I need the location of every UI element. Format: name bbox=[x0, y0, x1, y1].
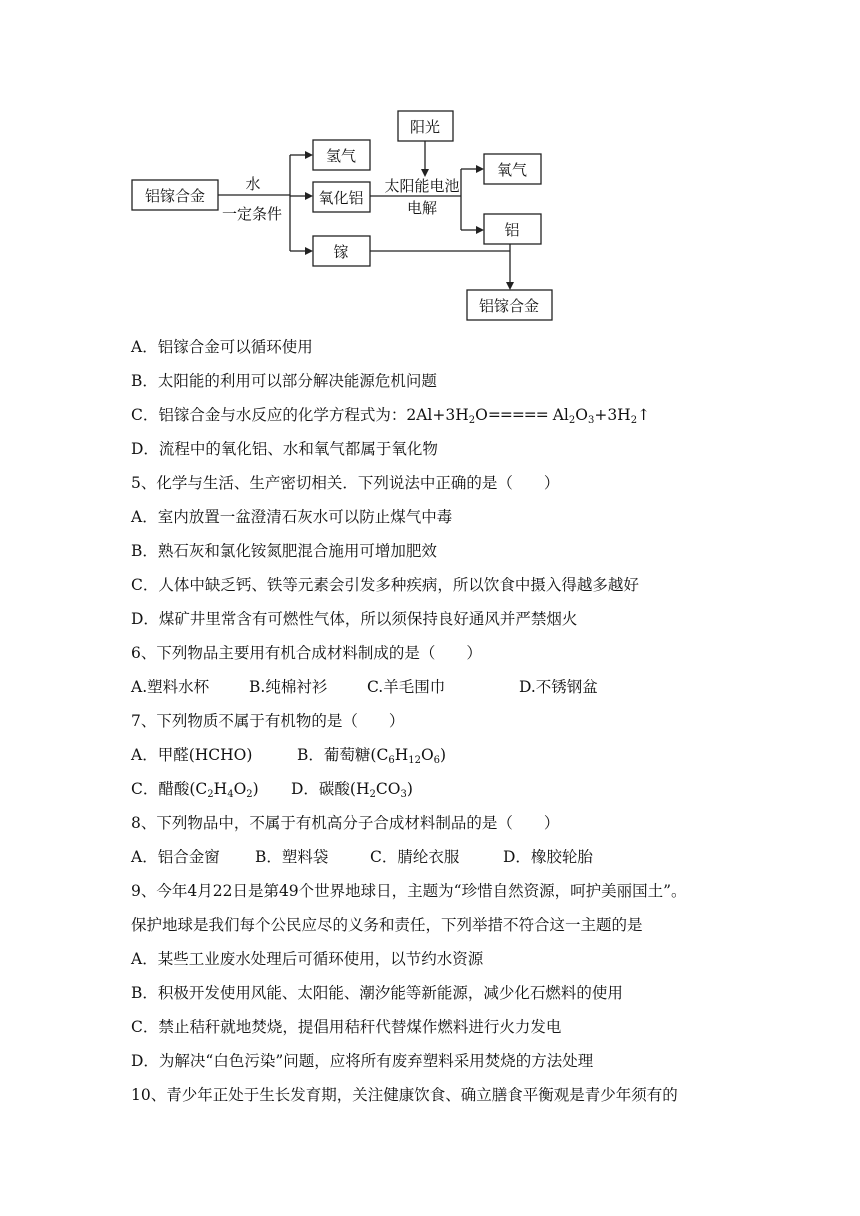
condition-label: 一定条件 bbox=[221, 205, 283, 223]
q6-stem: 6、下列物品主要用有机合成材料制成的是（ ） bbox=[131, 644, 482, 662]
q8-option-b: B．塑料袋 bbox=[255, 848, 329, 866]
q5-option-a: A．室内放置一盆澄清石灰水可以防止煤气中毒 bbox=[131, 508, 453, 526]
q5-option-b: B．熟石灰和氯化铵氮肥混合施用可增加肥效 bbox=[131, 542, 437, 560]
q6-option-d: D.不锈钢盆 bbox=[519, 678, 598, 696]
q6-option-c: C.羊毛围巾 bbox=[367, 678, 446, 696]
q9-stem-line2: 保护地球是我们每个公民应尽的义务和责任，下列举措不符合这一主题的是 bbox=[131, 916, 643, 934]
q7-option-d: D．碳酸$(H_2CO_3)$ bbox=[291, 780, 413, 800]
q7-option-a: A．甲醛(HCHO) bbox=[131, 746, 253, 764]
q6-options bbox=[131, 677, 598, 697]
alloy-end-label: 铝镓合金 bbox=[478, 297, 540, 315]
q8-option-d: D．橡胶轮胎 bbox=[503, 848, 593, 866]
electrolysis-label: 电解 bbox=[406, 199, 438, 217]
q5-option-d: D．煤矿井里常含有可燃性气体，所以须保持良好通风并严禁烟火 bbox=[131, 610, 578, 628]
q6-option-a: A.塑料水杯 bbox=[131, 678, 210, 696]
gallium-label: 镓 bbox=[333, 243, 349, 261]
sunlight-label: 阳光 bbox=[409, 118, 441, 136]
q9-option-a: A．某些工业废水处理后可循环使用，以节约水资源 bbox=[131, 950, 484, 968]
process-flowchart bbox=[0, 0, 860, 330]
q8-option-a: A．铝合金窗 bbox=[131, 848, 220, 866]
q4-option-b: B．太阳能的利用可以部分解决能源危机问题 bbox=[131, 372, 437, 390]
q9-stem-line1: 9、今年4月22日是第49个世界地球日，主题为“珍惜自然资源，呵护美丽国土”。 bbox=[131, 882, 687, 900]
q9-option-c: C．禁止秸秆就地焚烧，提倡用秸秆代替煤作燃料进行火力发电 bbox=[131, 1018, 562, 1036]
q7-options-row1 bbox=[131, 745, 446, 765]
q7-option-b: B．葡萄糖$(C_6H_{12}O_6)$ bbox=[297, 746, 447, 766]
q9-option-d: D．为解决“白色污染”问题，应将所有废弃塑料采用焚烧的方法处理 bbox=[131, 1052, 594, 1070]
oxygen-label: 氧气 bbox=[496, 161, 528, 179]
q8-options bbox=[131, 847, 593, 867]
alloy-start-label: 铝镓合金 bbox=[144, 187, 206, 205]
q7-options-row2 bbox=[131, 779, 413, 799]
q10-stem: 10、青少年正处于生长发育期，关注健康饮食、确立膳食平衡观是青少年须有的 bbox=[131, 1086, 678, 1104]
q8-stem: 8、下列物品中，不属于有机高分子合成材料制品的是（ ） bbox=[131, 814, 560, 832]
q8-option-c: C．腈纶衣服 bbox=[370, 848, 460, 866]
q4-option-d: D．流程中的氧化铝、水和氧气都属于氧化物 bbox=[131, 440, 438, 458]
q6-option-b: B.纯棉衬衫 bbox=[249, 678, 328, 696]
aluminum-label: 铝 bbox=[504, 221, 520, 239]
solar-cell-label: 太阳能电池 bbox=[384, 177, 460, 195]
q7-stem: 7、下列物质不属于有机物的是（ ） bbox=[131, 712, 405, 730]
hydrogen-label: 氢气 bbox=[325, 147, 357, 165]
q9-option-b: B．积极开发使用风能、太阳能、潮汐能等新能源，减少化石燃料的使用 bbox=[131, 984, 623, 1002]
q4-option-a: A．铝镓合金可以循环使用 bbox=[131, 338, 313, 356]
q4-option-c: C．铝镓合金与水反应的化学方程式为：$2Al+3H_2O=====$ $Al_2O_3+3H_2↑$ bbox=[131, 406, 651, 426]
alumina-label: 氧化铝 bbox=[318, 189, 364, 207]
q7-option-c: C．醋酸$(C_2H_4O_2)$ bbox=[131, 780, 259, 800]
q5-option-c: C．人体中缺乏钙、铁等元素会引发多种疾病，所以饮食中摄入得越多越好 bbox=[131, 576, 639, 594]
water-label: 水 bbox=[245, 175, 261, 193]
q5-stem: 5、化学与生活、生产密切相关．下列说法中正确的是（ ） bbox=[131, 474, 560, 492]
